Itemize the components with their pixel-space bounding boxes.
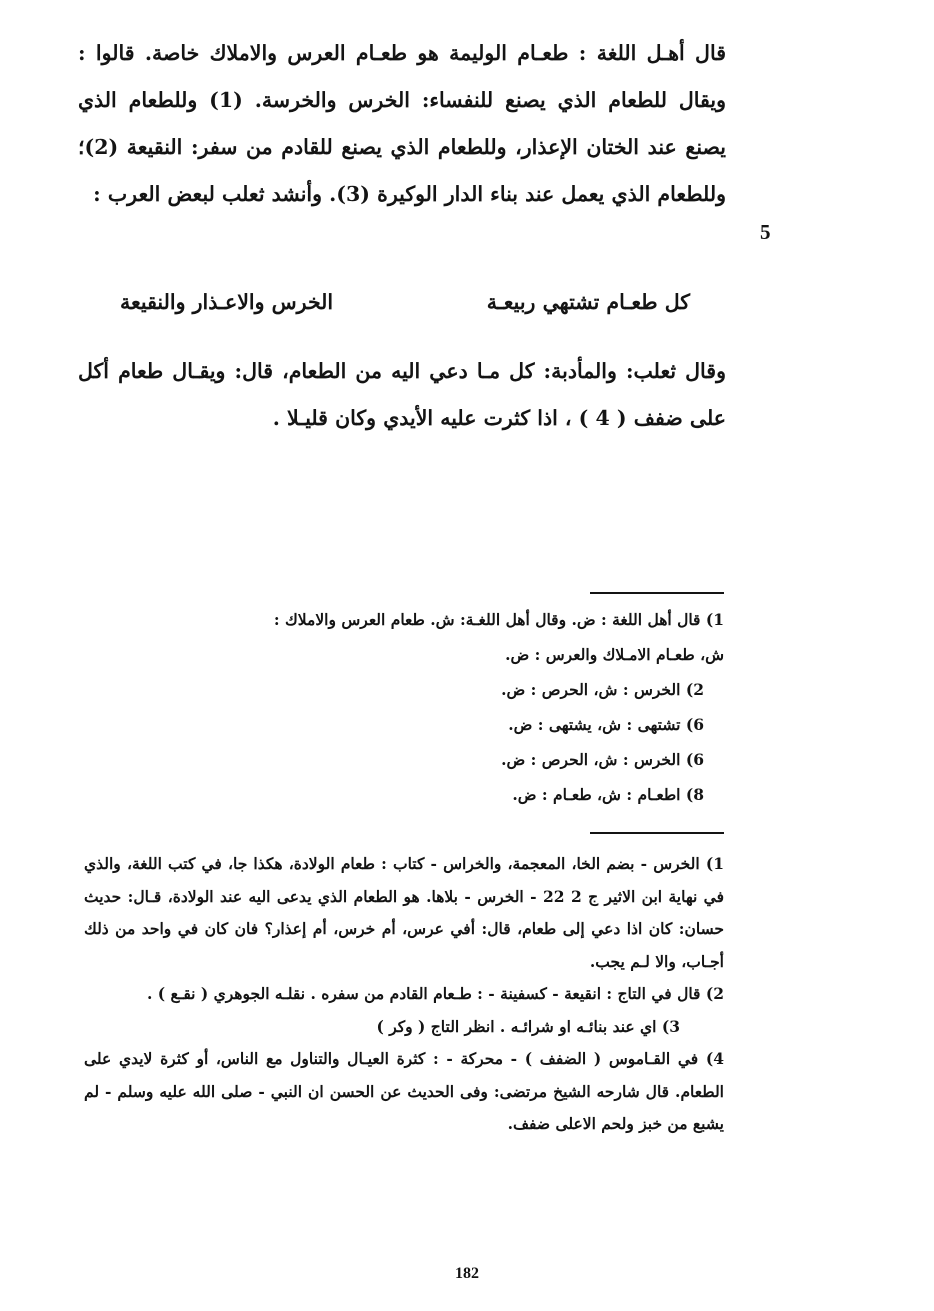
main-body-text-continued [78,348,726,442]
variants-separator-rule [590,592,724,594]
footnotes [84,848,724,1141]
footnote: 1) الخرس - بضم الخا، المعجمة، والخراس - كتاب : طعام الولادة، هكذا جا، في كتب اللغة، والذي في نهاية ابن الاثير ج 2 22 - الخرس - بلاها. هو الطعام الذي يدعى اليه عند الولادة، قـال: حديث حسان: كان اذا دعي إلى طعام، قال: أفي عرس، أم خرس، أم إعذار؟ فان كان في واحد من ذلك أجـاب، والا لـم يجب. [84,854,725,971]
verse-hemistich-first: كل طعـام تشتهي ربيعـة [486,290,690,314]
notes-separator-rule [590,832,724,834]
line-number-marker: 5 [760,220,771,244]
main-body-text [78,30,726,218]
verse-hemistich-second: الخرس والاعـذار والنقيعة [120,290,334,314]
variant-entry: 6) الخرس : ش، الحرص : ض. [501,750,704,769]
page-number: 182 [455,1265,479,1282]
variant-entry: 2) الخرس : ش، الحرص : ض. [501,680,704,699]
variant-entry: 1) قال أهل اللغة : ض. وقال أهل اللغـة: ش. طعام العرس والاملاك : [273,610,724,629]
variant-entry: 6) تشتهى : ش، يشتهى : ض. [508,715,704,734]
paragraph-definitions: قال أهـل اللغة : طعـام الوليمة هو طعـام العرس والاملاك خاصة. قالوا : ويقال للطعام الذي يصنع للنفساء: الخرس والخرسة. (1) وللطعام الذي يصنع عند الختان الإعذار، وللطعام الذي يصنع للقادم من سفر: النقيعة (2)؛ وللطعام الذي يعمل عند بناء الدار الوكيرة (3). وأنشد ثعلب لبعض العرب : [78,41,726,206]
manuscript-variants-apparatus [84,602,724,812]
footnote: 2) قال في التاج : انقيعة - كسفينة - : طـعام القادم من سفره . نقلـه الجوهري ( نقـع ) . [147,984,724,1003]
footnote: 4) في القـاموس ( الضفف ) - محركة - : كثرة العيـال والتناول مع الناس، أو كثرة لايدي على الطعام. قال شارحه الشيخ مرتضى: وفى الحديث عن الحسن ان النبي - صلى الله عليه وسلم - لم يشبع من خبز ولحم الاعلى ضفف. [84,1049,724,1133]
poetry-verse [120,282,690,322]
footnote: 3) اي عند بنائـه او شرائـه . انظر التاج ( وكر ) [376,1016,680,1036]
paragraph-thalab: وقال ثعلب: والمأدبة: كل مـا دعي اليه من الطعام، قال: ويقـال طعام أكل على ضفف ( 4 ) ، اذا كثرت عليه الأيدي وكان قليـلا . [78,359,726,430]
variant-entry: 8) اطعـام : ش، طعـام : ض. [512,785,704,804]
variant-entry: ش، طعـام الامـلاك والعرس : ض. [505,645,724,664]
